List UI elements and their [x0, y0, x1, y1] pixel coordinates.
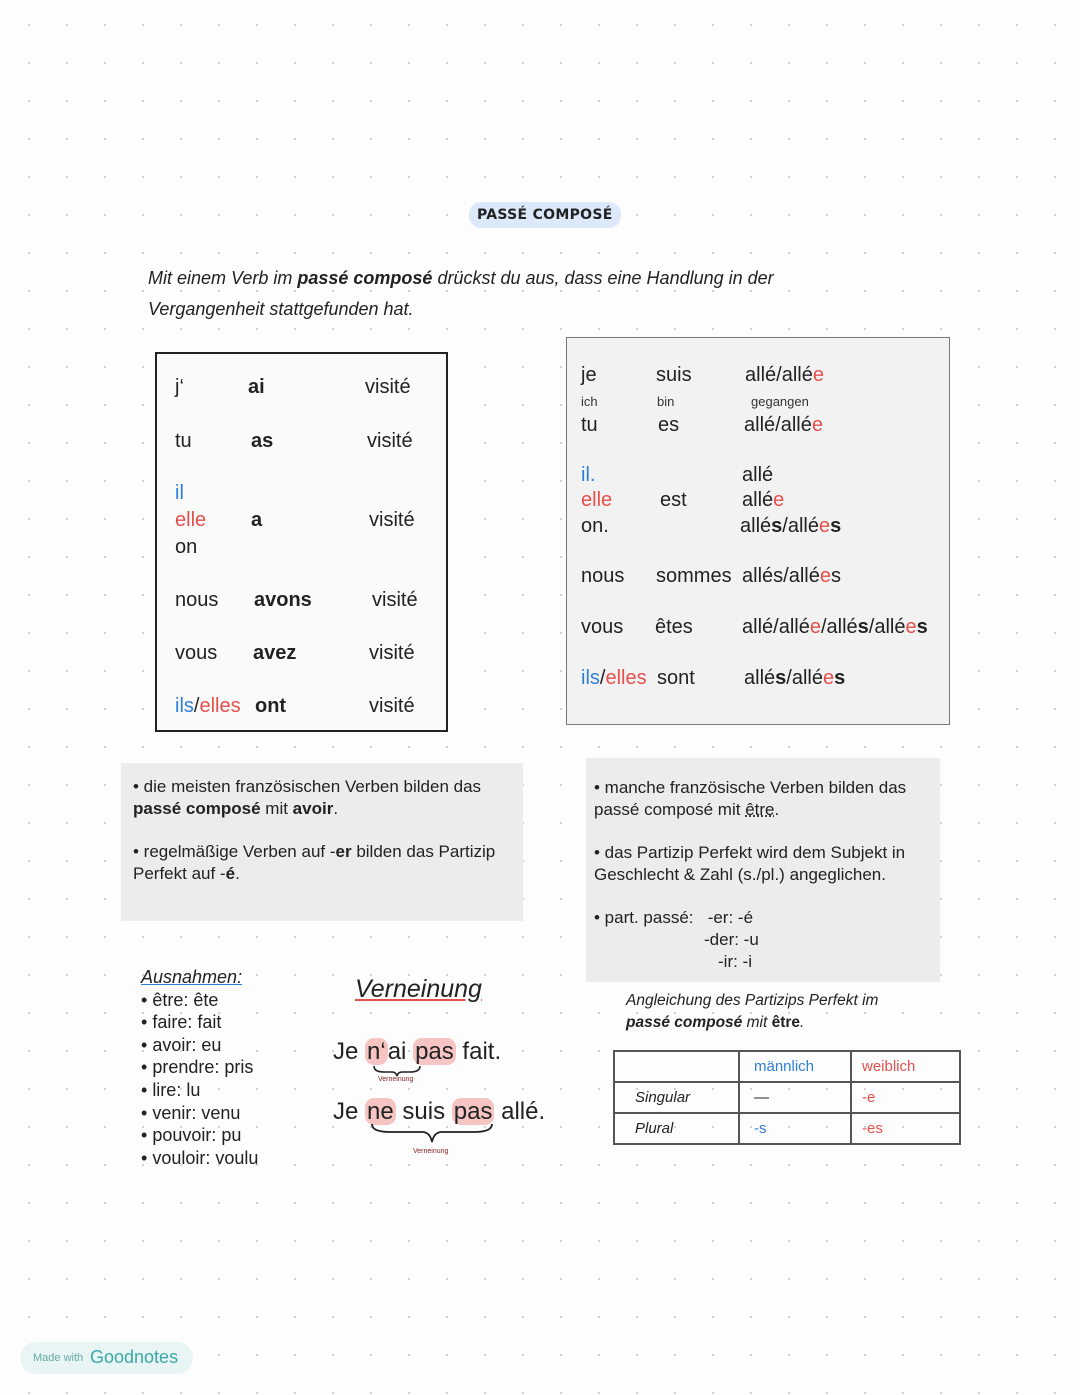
etre-conjugation-table [566, 337, 950, 725]
cell-feminine: -es [851, 1113, 960, 1144]
participle-ending: s [771, 515, 783, 537]
list-item: • prendre: pris [141, 1056, 258, 1079]
participle-ending: e [812, 364, 824, 386]
info-bullet [133, 841, 523, 885]
exceptions-list [141, 966, 258, 1169]
info-line: -ir: -i [718, 952, 752, 971]
participle-ending: e [819, 565, 831, 587]
text: fait. [455, 1038, 502, 1065]
list-item: • avoir: eu [141, 1034, 258, 1057]
participle-part: /allé [782, 515, 819, 537]
text: • regelmäßige Verben auf - [133, 842, 336, 861]
list-item: • pouvoir: pu [141, 1124, 258, 1147]
pronoun-il: il. [581, 464, 596, 486]
text: Je [333, 1098, 366, 1125]
list-item: • venir: venu [141, 1102, 258, 1125]
goodnotes-badge [20, 1342, 193, 1374]
page-title: PASSÉ COMPOSÉ [469, 202, 621, 228]
participle-part: é [800, 414, 812, 436]
participle: visité [369, 509, 415, 531]
participle [744, 667, 845, 690]
participle-ending: e [809, 616, 821, 638]
participle: visité [372, 589, 418, 611]
pronoun: nous [175, 589, 219, 611]
text-bold: être [771, 1014, 801, 1031]
brace-note: Verneinung [378, 1076, 414, 1083]
pronoun-il: il [175, 482, 184, 504]
participle-ending: e [811, 414, 823, 436]
text: . [774, 800, 780, 819]
avoir-conjugation-table [155, 352, 448, 732]
intro-text [148, 263, 848, 325]
participle [742, 565, 841, 588]
brace-note: Verneinung [413, 1148, 449, 1155]
text: . [235, 864, 240, 883]
pronoun: je [581, 364, 597, 386]
auxiliary: as [251, 430, 274, 452]
text: • part. passé: [594, 908, 694, 927]
participle-part: /allé [820, 616, 858, 638]
avoir-info-box [121, 763, 523, 921]
auxiliary: avez [253, 642, 297, 664]
cell-feminine: -e [851, 1082, 960, 1113]
pronoun-elles: elles [605, 667, 647, 689]
text-etre: être [745, 800, 775, 819]
gloss-ich: ich [581, 394, 598, 409]
participle-on [740, 515, 841, 538]
list-item: • lire: lu [141, 1079, 258, 1102]
auxiliary: es [658, 414, 680, 436]
agreement-table [613, 1050, 961, 1145]
auxiliary: suis [656, 364, 692, 386]
participle-ending: s [830, 515, 842, 537]
intro-part2: drückst du aus, dass eine Handlung in der Vergangenheit stattgefunden hat. [148, 268, 774, 319]
text: -er: -é [707, 908, 754, 927]
info-bullet [133, 776, 523, 820]
participle-part: /allé [868, 616, 906, 638]
participle-part: /allé [786, 667, 823, 689]
gloss-gegangen: gegangen [751, 394, 809, 409]
brace-icon [370, 1122, 496, 1146]
participle-ending: s [834, 667, 846, 689]
negation-heading: Verneinung [355, 975, 482, 1003]
text: Je [333, 1038, 366, 1065]
participle-part: allés/allé [742, 565, 820, 587]
text: bilden das Partizip Perfekt auf - [133, 842, 496, 883]
participle-part: é [801, 364, 813, 386]
list-item: • faire: fait [141, 1011, 258, 1034]
text: mit [260, 799, 293, 818]
negation-ne: n‘ [367, 1038, 386, 1065]
pronoun-ils: ils [581, 667, 600, 689]
table-header-row [614, 1051, 960, 1082]
participle-part: allé [744, 667, 776, 689]
exceptions-heading: Ausnahmen: [141, 967, 243, 987]
table-row [614, 1082, 960, 1113]
list-item: • être: ête [141, 989, 258, 1012]
participle-part: allé/all [745, 364, 802, 386]
auxiliary: est [660, 489, 687, 511]
slash: / [599, 667, 606, 689]
participle-part: é [762, 489, 774, 511]
pronoun: vous [581, 616, 624, 638]
pronoun-ils-elles [175, 695, 241, 718]
participle: visité [369, 695, 415, 717]
participle-part: all [742, 489, 763, 511]
pronoun-elle: elle [175, 509, 207, 531]
auxiliary: êtes [655, 616, 693, 638]
table-row [614, 1113, 960, 1144]
header-cell: männlich [739, 1051, 851, 1082]
participle-part: allé [740, 515, 772, 537]
pronoun-ils: ils [175, 695, 194, 717]
brand-label: Goodnotes [90, 1347, 179, 1367]
list-item: • vouloir: voulu [141, 1147, 258, 1170]
info-bullet: • das Partizip Perfekt wird dem Subjekt in Geschlecht & Zahl (s./pl.) angeglichen. [594, 843, 906, 884]
pronoun-elles: elles [199, 695, 241, 717]
text: suis [395, 1098, 452, 1125]
participle: visité [369, 642, 415, 664]
pronoun-on: on. [581, 515, 609, 537]
pronoun: vous [175, 642, 218, 664]
participle [744, 414, 823, 437]
gloss-bin: bin [657, 394, 675, 409]
participle: visité [365, 376, 411, 398]
auxiliary: ai [248, 376, 265, 398]
made-with-label: Made with [33, 1352, 84, 1364]
text: • manche französische Verben bilden das passé composé mit [594, 778, 907, 819]
text: • die meisten französischen Verben bilden das [133, 777, 482, 796]
header-cell: weiblich [851, 1051, 960, 1082]
row-label: Singular [614, 1082, 739, 1113]
slash: / [193, 695, 200, 717]
pronoun-on: on [175, 536, 198, 558]
intro-bold: passé composé [297, 268, 433, 288]
cell-masculine: — [739, 1082, 851, 1113]
participle-ending: s [775, 667, 787, 689]
auxiliary: sont [657, 667, 695, 689]
negation-example-1 [333, 1038, 501, 1066]
negation-pas: pas [415, 1038, 454, 1065]
participle-ending: s [857, 616, 869, 638]
caption-line [626, 1012, 878, 1034]
participle-ending: e [773, 489, 785, 511]
text: ai [387, 1038, 414, 1065]
participle [742, 616, 928, 639]
auxiliary: avons [254, 589, 312, 611]
pronoun: j‘ [175, 376, 184, 398]
pronoun-elle: elle [581, 489, 613, 511]
participle-part: allé/all [744, 414, 801, 436]
info-bullet [594, 907, 940, 929]
text-bold: é [225, 864, 236, 883]
participle-ending: s [830, 565, 841, 587]
text-bold: er [335, 842, 352, 861]
etre-info-box [586, 758, 940, 982]
caption-line: Angleichung des Partizips Perfekt im [626, 992, 879, 1009]
participle: visité [367, 430, 413, 452]
cell-masculine: -s [739, 1113, 851, 1144]
info-bullet [594, 777, 940, 821]
participle-ending: e [822, 667, 835, 689]
auxiliary: a [251, 509, 263, 531]
text: allé. [494, 1098, 546, 1125]
row-label: Plural [614, 1113, 739, 1144]
header-cell [614, 1051, 739, 1082]
auxiliary: ont [255, 695, 287, 717]
participle-il: allé [742, 464, 774, 486]
participle-ending: s [916, 616, 928, 638]
pronoun: nous [581, 565, 625, 587]
participle-ending: e [905, 616, 917, 638]
auxiliary: sommes [656, 565, 732, 587]
info-line: -der: -u [704, 930, 759, 949]
text: mit [742, 1014, 772, 1031]
pronoun: tu [581, 414, 598, 436]
pronoun-ils-elles [581, 667, 647, 690]
text-bold: passé composé [626, 1014, 743, 1031]
agreement-caption [626, 990, 878, 1034]
pronoun: tu [175, 430, 192, 452]
text: . [800, 1014, 805, 1031]
participle [745, 364, 824, 387]
participle-ending: e [818, 515, 831, 537]
text: . [333, 799, 339, 818]
text-bold: avoir [292, 799, 334, 818]
negation-pas: pas [453, 1098, 493, 1125]
participle-elle [742, 489, 784, 512]
negation-ne: ne [367, 1098, 394, 1125]
text-bold: passé composé [133, 799, 261, 818]
participle-part: allé/allé [742, 616, 810, 638]
intro-part1: Mit einem Verb im [148, 268, 298, 288]
